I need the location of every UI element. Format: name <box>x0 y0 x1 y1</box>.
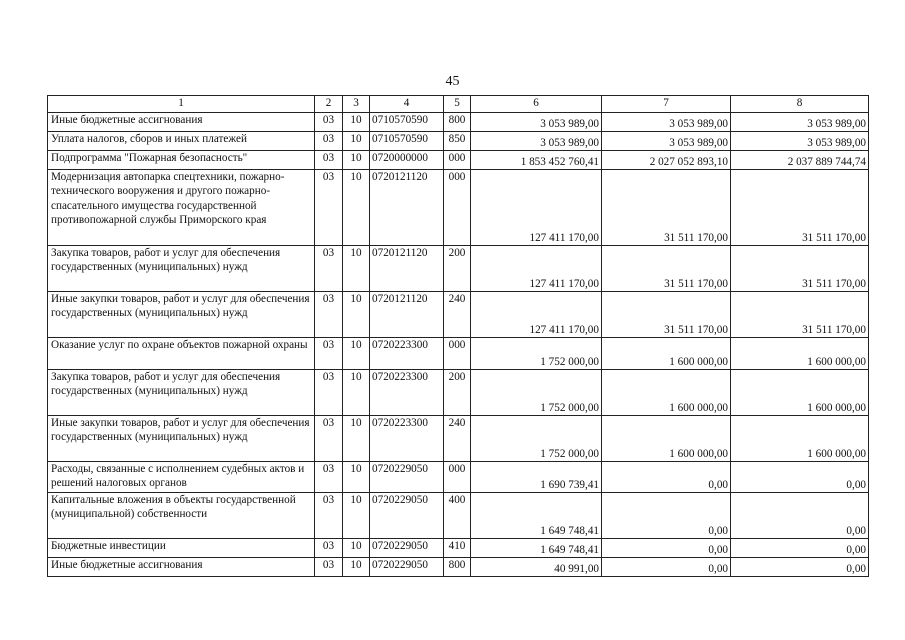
amount-year-2: 31 511 170,00 <box>602 292 731 338</box>
subsection-code: 10 <box>343 292 370 338</box>
table-row <box>48 338 869 370</box>
amount-year-2: 0,00 <box>602 539 731 558</box>
amount-year-2: 1 600 000,00 <box>602 338 731 370</box>
amount-year-1: 1 690 739,41 <box>471 462 602 493</box>
target-code: 0710570590 <box>370 132 444 151</box>
amount-year-1: 3 053 989,00 <box>471 132 602 151</box>
section-code: 03 <box>315 462 343 493</box>
amount-year-2: 0,00 <box>602 493 731 539</box>
target-code: 0720229050 <box>370 539 444 558</box>
target-code: 0710570590 <box>370 113 444 132</box>
table-row <box>48 113 869 132</box>
amount-year-1: 3 053 989,00 <box>471 113 602 132</box>
amount-year-3: 3 053 989,00 <box>731 113 869 132</box>
table-row <box>48 151 869 170</box>
expense-type-code: 000 <box>444 170 471 246</box>
section-code: 03 <box>315 113 343 132</box>
row-name: Иные бюджетные ассигнования <box>48 113 315 132</box>
table-row <box>48 462 869 493</box>
column-header: 6 <box>471 96 602 113</box>
table-row <box>48 292 869 338</box>
amount-year-2: 1 600 000,00 <box>602 416 731 462</box>
table-row <box>48 416 869 462</box>
amount-year-3: 31 511 170,00 <box>731 170 869 246</box>
section-code: 03 <box>315 338 343 370</box>
table-row <box>48 370 869 416</box>
subsection-code: 10 <box>343 338 370 370</box>
target-code: 0720121120 <box>370 292 444 338</box>
target-code: 0720223300 <box>370 416 444 462</box>
section-code: 03 <box>315 151 343 170</box>
amount-year-1: 1 752 000,00 <box>471 338 602 370</box>
subsection-code: 10 <box>343 132 370 151</box>
target-code: 0720229050 <box>370 558 444 577</box>
amount-year-2: 0,00 <box>602 462 731 493</box>
amount-year-1: 1 649 748,41 <box>471 539 602 558</box>
amount-year-3: 0,00 <box>731 462 869 493</box>
amount-year-2: 31 511 170,00 <box>602 170 731 246</box>
target-code: 0720223300 <box>370 338 444 370</box>
expense-type-code: 000 <box>444 462 471 493</box>
expense-type-code: 800 <box>444 558 471 577</box>
amount-year-3: 31 511 170,00 <box>731 292 869 338</box>
column-header: 5 <box>444 96 471 113</box>
amount-year-3: 3 053 989,00 <box>731 132 869 151</box>
expense-type-code: 410 <box>444 539 471 558</box>
amount-year-3: 0,00 <box>731 558 869 577</box>
expense-type-code: 850 <box>444 132 471 151</box>
amount-year-1: 127 411 170,00 <box>471 170 602 246</box>
expense-type-code: 000 <box>444 151 471 170</box>
column-header: 8 <box>731 96 869 113</box>
target-code: 0720121120 <box>370 246 444 292</box>
expense-type-code: 200 <box>444 246 471 292</box>
target-code: 0720229050 <box>370 462 444 493</box>
row-name: Иные закупки товаров, работ и услуг для обеспечения государственных (муниципальных) нужд <box>48 292 315 338</box>
subsection-code: 10 <box>343 462 370 493</box>
section-code: 03 <box>315 370 343 416</box>
row-name: Капитальные вложения в объекты государственной (муниципальной) собственности <box>48 493 315 539</box>
table-row <box>48 246 869 292</box>
header-row <box>48 96 869 113</box>
row-name: Закупка товаров, работ и услуг для обеспечения государственных (муниципальных) нужд <box>48 370 315 416</box>
amount-year-3: 31 511 170,00 <box>731 246 869 292</box>
column-header: 3 <box>343 96 370 113</box>
section-code: 03 <box>315 132 343 151</box>
target-code: 0720223300 <box>370 370 444 416</box>
column-header: 1 <box>48 96 315 113</box>
column-header: 4 <box>370 96 444 113</box>
table-row <box>48 170 869 246</box>
amount-year-1: 127 411 170,00 <box>471 292 602 338</box>
section-code: 03 <box>315 246 343 292</box>
target-code: 0720000000 <box>370 151 444 170</box>
expense-type-code: 000 <box>444 338 471 370</box>
amount-year-3: 0,00 <box>731 493 869 539</box>
row-name: Уплата налогов, сборов и иных платежей <box>48 132 315 151</box>
subsection-code: 10 <box>343 539 370 558</box>
amount-year-1: 40 991,00 <box>471 558 602 577</box>
column-header: 7 <box>602 96 731 113</box>
amount-year-2: 3 053 989,00 <box>602 132 731 151</box>
subsection-code: 10 <box>343 246 370 292</box>
row-name: Расходы, связанные с исполнением судебных актов и решений налоговых органов <box>48 462 315 493</box>
section-code: 03 <box>315 416 343 462</box>
row-name: Закупка товаров, работ и услуг для обеспечения государственных (муниципальных) нужд <box>48 246 315 292</box>
table-row <box>48 132 869 151</box>
row-name: Бюджетные инвестиции <box>48 539 315 558</box>
row-name: Иные закупки товаров, работ и услуг для обеспечения государственных (муниципальных) нужд <box>48 416 315 462</box>
subsection-code: 10 <box>343 113 370 132</box>
amount-year-2: 31 511 170,00 <box>602 246 731 292</box>
amount-year-1: 1 649 748,41 <box>471 493 602 539</box>
table-row <box>48 539 869 558</box>
amount-year-1: 127 411 170,00 <box>471 246 602 292</box>
subsection-code: 10 <box>343 151 370 170</box>
table-row <box>48 558 869 577</box>
section-code: 03 <box>315 170 343 246</box>
amount-year-3: 0,00 <box>731 539 869 558</box>
amount-year-3: 1 600 000,00 <box>731 416 869 462</box>
amount-year-3: 1 600 000,00 <box>731 370 869 416</box>
budget-table <box>47 95 869 577</box>
column-header: 2 <box>315 96 343 113</box>
amount-year-3: 2 037 889 744,74 <box>731 151 869 170</box>
section-code: 03 <box>315 493 343 539</box>
subsection-code: 10 <box>343 170 370 246</box>
amount-year-2: 0,00 <box>602 558 731 577</box>
subsection-code: 10 <box>343 493 370 539</box>
amount-year-3: 1 600 000,00 <box>731 338 869 370</box>
amount-year-1: 1 752 000,00 <box>471 370 602 416</box>
page-number: 45 <box>445 74 460 89</box>
amount-year-2: 1 600 000,00 <box>602 370 731 416</box>
amount-year-2: 2 027 052 893,10 <box>602 151 731 170</box>
expense-type-code: 240 <box>444 292 471 338</box>
subsection-code: 10 <box>343 558 370 577</box>
section-code: 03 <box>315 292 343 338</box>
expense-type-code: 240 <box>444 416 471 462</box>
row-name: Иные бюджетные ассигнования <box>48 558 315 577</box>
expense-type-code: 800 <box>444 113 471 132</box>
target-code: 0720121120 <box>370 170 444 246</box>
table-row <box>48 493 869 539</box>
expense-type-code: 400 <box>444 493 471 539</box>
section-code: 03 <box>315 558 343 577</box>
target-code: 0720229050 <box>370 493 444 539</box>
subsection-code: 10 <box>343 370 370 416</box>
row-name: Подпрограмма "Пожарная безопасность" <box>48 151 315 170</box>
amount-year-1: 1 752 000,00 <box>471 416 602 462</box>
section-code: 03 <box>315 539 343 558</box>
expense-type-code: 200 <box>444 370 471 416</box>
row-name: Модернизация автопарка спецтехники, пожарно-технического вооружения и другого пожарно-спасательного имущества государственной противопожарной службы Приморского края <box>48 170 315 246</box>
amount-year-2: 3 053 989,00 <box>602 113 731 132</box>
amount-year-1: 1 853 452 760,41 <box>471 151 602 170</box>
subsection-code: 10 <box>343 416 370 462</box>
row-name: Оказание услуг по охране объектов пожарной охраны <box>48 338 315 370</box>
